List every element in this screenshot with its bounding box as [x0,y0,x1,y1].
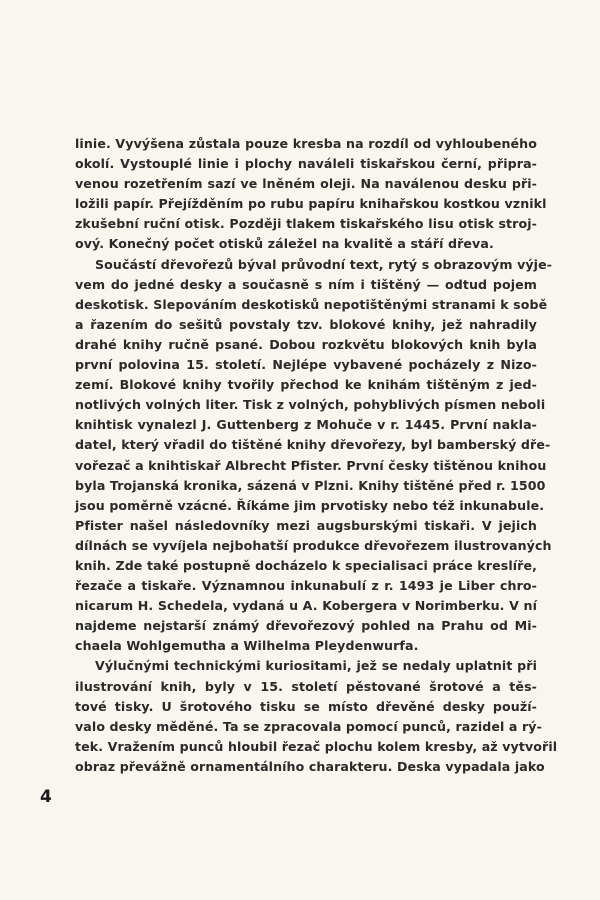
text-line: deskotisk. Slepováním deskotisků nepotištěnými stranami k sobě [75,296,548,312]
text-line: knih. Zde také postupně docházelo k specialisaci práce kreslíře, [75,557,537,573]
text-line: jsou poměrně vzácné. Říkáme jim prvotisky nebo též inkunabule. [75,497,545,513]
text-line: linie. Vyvýšena zůstala pouze kresba na rozdíl od vyhloubeného [75,136,537,151]
text-line: Pfister našel následovníky mezi augsburskými tiskaři. V jejich [75,517,537,533]
text-line: ilustrování knih, byly v 15. století pěstované šrotové a těs- [75,678,537,694]
text-line: byla Trojanská kronika, sázená v Plzni. Knihy tištěné před r. 1500 [75,477,546,493]
text-line: Výlučnými technickými kuriositami, jež se nedaly uplatnit při [95,658,537,674]
text-line: Součástí dřevořezů býval průvodní text, rytý s obrazovým výje- [95,256,553,272]
text-line: první polovina 15. století. Nejlépe vybavené pocházely z Nizo- [75,357,537,373]
text-line: ový. Konečný počet otisků záležel na kvalitě a stáří dřeva. [75,236,494,252]
text-line: obraz převážně ornamentálního charakteru. Deska vypadala jako [75,758,545,774]
text-line: tek. Vražením punců hloubil řezač plochu kolem kresby, až vytvořil [75,738,558,754]
text-line: datel, který vřadil do tištěné knihy dřevořezy, byl bamberský dře- [75,437,551,453]
text-line: valo desky měděné. Ta se zpracovala pomocí punců, razidel a rý- [75,718,542,734]
text-line: vem do jedné desky a současně s ním i tištěný — odtud pojem [75,276,537,292]
text-line: venou rozetřením sazí ve lněném oleji. Na naválenou desku při- [75,176,537,192]
text-line: okolí. Vystouplé linie i plochy naváleli tiskařskou černí, připra- [75,156,537,172]
text-line: knihtisk vynalezl J. Guttenberg z Mohuče v r. 1445. První nakla- [75,417,537,433]
text-line: zkušební ruční otisk. Později tlakem tiskařského lisu otisk stroj- [75,216,537,232]
text-line: nicarum H. Schedela, vydaná u A. Kobergera v Norimberku. V ní [75,598,537,614]
text-line: a řazením do sešitů povstaly tzv. blokové knihy, jež nahradily [75,316,537,332]
text-line: dílnách se vyvíjela nejbohatší produkce dřevořezem ilustrovaných [75,537,552,553]
text-line: chaela Wohlgemutha a Wilhelma Pleydenwurfa. [75,638,419,654]
text-line: zemí. Blokové knihy tvořily přechod ke knihám tištěným z jed- [75,377,537,393]
paragraph-1 [75,134,547,255]
text-line: tové tisky. U šrotového tisku se místo dřevěné desky použí- [75,698,537,714]
text-line: řezače a tiskaře. Významnou inkunabulí z r. 1493 je Liber chro- [75,578,537,594]
text-line: najdeme nejstarší známý dřevořezový pohled na Prahu od Mi- [75,618,537,634]
text-line: notlivých volných liter. Tisk z volných, pohyblivých písmen neboli [75,397,546,413]
paragraph-3 [75,656,558,777]
page-number: 4 [40,787,52,807]
text-line: vořezač a knihtiskař Albrecht Pfister. První česky tištěnou knihou [75,457,547,473]
body-text [75,134,558,777]
text-line: ložili papír. Přejížděním po rubu papíru knihařskou kostkou vznikl [75,196,547,212]
paragraph-2 [75,255,553,657]
text-line: drahé knihy ručně psané. Dobou rozkvětu blokových knih byla [75,336,537,352]
